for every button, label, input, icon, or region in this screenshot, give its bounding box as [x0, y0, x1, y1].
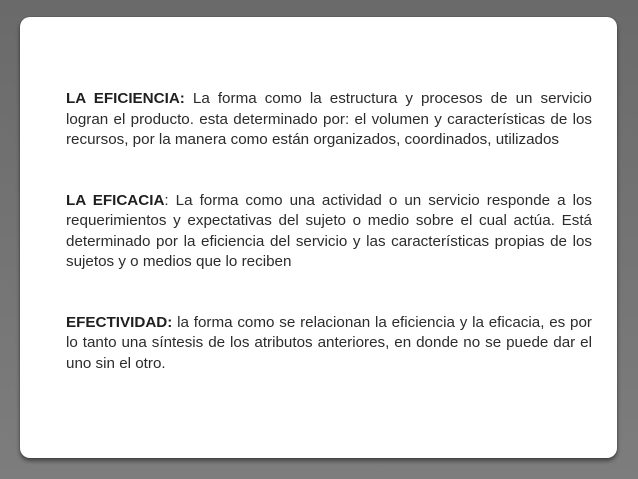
definition-eficiencia: La forma como la estructura y procesos de un servicio logran el producto. esta determinado por: el volumen y características de los recursos, por la manera como están organizados, coordinados, utilizados	[66, 90, 592, 148]
term-efectividad: EFECTIVIDAD:	[66, 313, 173, 331]
term-eficiencia: LA EFICIENCIA:	[66, 90, 185, 107]
definition-eficacia: : La forma como una actividad o un servicio responde a los requerimientos y expectativas del sujeto o medio sobre el cual actúa. Está determinado por la eficiencia del servicio y las características propias de los sujetos y o medios que lo reciben	[66, 191, 592, 270]
slide-content	[66, 89, 592, 374]
term-eficacia: LA EFICACIA	[66, 191, 165, 209]
paragraph-eficiencia	[66, 89, 592, 151]
definition-efectividad: la forma como se relacionan la eficiencia y la eficacia, es por lo tanto una síntesis de los atributos anteriores, en donde no se puede dar el uno sin el otro.	[66, 313, 592, 372]
paragraph-eficacia	[66, 191, 592, 273]
paragraph-efectividad	[66, 313, 592, 375]
